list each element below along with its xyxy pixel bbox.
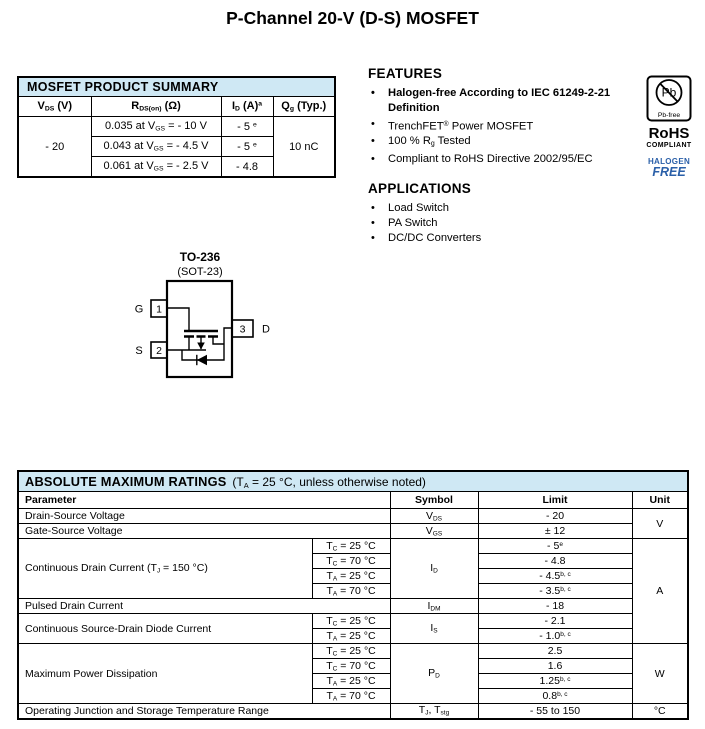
amr-symbol: $I_{DM}$	[390, 599, 478, 614]
gate-lead-line	[167, 308, 189, 331]
amr-header-parameter: Parameter	[18, 492, 390, 509]
amr-table-title	[18, 471, 688, 492]
summary-header-qg: $Q_g$ (Typ.)	[273, 97, 335, 117]
amr-limit: - 18	[478, 599, 632, 614]
summary-qg-value: 10 nC	[273, 117, 335, 178]
pb-free-icon	[646, 75, 692, 122]
amr-limit: 2.5	[478, 644, 632, 659]
mosfet-product-summary-table	[17, 76, 336, 178]
amr-condition: $T_C = 70$ °C	[312, 554, 390, 569]
amr-limit: 1.25$^{b, c}$	[478, 674, 632, 689]
summary-rdson-value: 0.035 at $V_{GS}$ = - 10 V	[91, 117, 221, 137]
amr-header-symbol: Symbol	[390, 492, 478, 509]
applications-heading: APPLICATIONS	[368, 180, 472, 196]
amr-limit: - 2.1	[478, 614, 632, 629]
summary-id-value: - 5 $^e$	[221, 137, 273, 157]
summary-header-vds: $V_{DS}$ (V)	[18, 97, 91, 117]
application-item: • PA Switch	[368, 216, 642, 231]
package-diagram-section	[118, 250, 303, 390]
amr-symbol: $V_{GS}$	[390, 524, 478, 539]
pin1-number: 1	[156, 303, 162, 316]
amr-condition: $T_C = 25$ °C	[312, 614, 390, 629]
package-name: TO-236	[179, 250, 221, 264]
amr-limit: - 4.5$^{b, c}$	[478, 569, 632, 584]
amr-title-text: ABSOLUTE MAXIMUM RATINGS	[25, 473, 227, 489]
amr-condition: $T_C = 25$ °C	[312, 644, 390, 659]
amr-symbol: $T_J$, $T_{stg}$	[390, 704, 478, 719]
feature-item: • TrenchFET® Power MOSFET	[368, 117, 642, 135]
amr-symbol: $P_D$	[390, 644, 478, 704]
amr-unit: A	[632, 539, 688, 644]
amr-limit: - 1.0$^{b, c}$	[478, 629, 632, 644]
amr-symbol: $I_S$	[390, 614, 478, 644]
absolute-maximum-ratings	[17, 470, 689, 720]
amr-limit: - 5e	[478, 539, 632, 554]
summary-header-rdson: $R_{DS(on)}$ (Ω)	[91, 97, 221, 117]
summary-table-title: MOSFET PRODUCT SUMMARY	[18, 77, 335, 97]
amr-limit: - 4.8	[478, 554, 632, 569]
amr-limit: - 20	[478, 509, 632, 524]
amr-limit: 1.6	[478, 659, 632, 674]
amr-condition: $T_A = 70$ °C	[312, 689, 390, 704]
feature-item: • 100 % $R_g$ Tested	[368, 134, 642, 152]
amr-limit: - 55 to 150	[478, 704, 632, 719]
summary-vds-value: - 20	[18, 117, 91, 178]
halogen-label: HALOGEN	[647, 157, 691, 166]
absolute-maximum-ratings-table	[17, 470, 689, 720]
source-pin-label: S	[135, 345, 143, 357]
summary-id-value: - 4.8	[221, 157, 273, 178]
amr-condition: $T_A = 25$ °C	[312, 674, 390, 689]
amr-param: Operating Junction and Storage Temperature Range	[18, 704, 390, 719]
gate-pin-label: G	[134, 303, 144, 316]
amr-symbol: $I_D$	[390, 539, 478, 599]
amr-condition: $T_C = 70$ °C	[312, 659, 390, 674]
package-variant: (SOT-23)	[177, 266, 223, 278]
amr-condition: $T_A = 25$ °C	[312, 569, 390, 584]
amr-condition: $T_A = 70$ °C	[312, 584, 390, 599]
features-section	[368, 66, 642, 247]
rohs-compliant-label: COMPLIANT	[646, 142, 692, 149]
summary-id-value: - 5 $^e$	[221, 117, 273, 137]
amr-limit: - 3.5$^{b, c}$	[478, 584, 632, 599]
body-arrow	[197, 343, 205, 350]
amr-unit: V	[632, 509, 688, 539]
amr-param: Drain-Source Voltage	[18, 509, 390, 524]
compliance-badges	[637, 75, 701, 179]
pin2-number: 2	[156, 345, 162, 357]
amr-title-note: ($T_A = 25$ °C, unless otherwise noted)	[232, 474, 426, 490]
amr-header-unit: Unit	[632, 492, 688, 509]
drain-pin-label: D	[262, 323, 270, 336]
diode-triangle	[197, 355, 207, 365]
amr-param: Pulsed Drain Current	[18, 599, 390, 614]
amr-limit: 0.8$^{b, c}$	[478, 689, 632, 704]
amr-condition: $T_A = 25$ °C	[312, 629, 390, 644]
application-item: • DC/DC Converters	[368, 231, 642, 246]
halogen-free-label: FREE	[652, 165, 686, 179]
pb-free-caption: Pb-free	[657, 112, 681, 119]
amr-unit: W	[632, 644, 688, 704]
amr-unit: °C	[632, 704, 688, 719]
mosfet-product-summary	[17, 76, 336, 178]
amr-param: Continuous Drain Current ($T_J = 150$ °C)	[18, 539, 312, 599]
summary-header-id: $I_D$ $(A)^a$	[221, 97, 273, 117]
amr-condition: $T_C = 25$ °C	[312, 539, 390, 554]
amr-symbol: $V_{DS}$	[390, 509, 478, 524]
features-heading: FEATURES	[368, 66, 443, 81]
feature-item: • Compliant to RoHS Directive 2002/95/EC	[368, 152, 642, 167]
summary-rdson-value: 0.061 at $V_{GS}$ = - 2.5 V	[91, 157, 221, 178]
package-body	[167, 281, 232, 377]
application-item: • Load Switch	[368, 201, 642, 216]
amr-param: Continuous Source-Drain Diode Current	[18, 614, 312, 644]
package-diagram	[118, 250, 303, 385]
amr-param: Maximum Power Dissipation	[18, 644, 312, 704]
page-title: P-Channel 20-V (D-S) MOSFET	[226, 8, 479, 28]
amr-param: Gate-Source Voltage	[18, 524, 390, 539]
summary-rdson-value: 0.043 at $V_{GS}$ = - 4.5 V	[91, 137, 221, 157]
pin3-number: 3	[239, 323, 246, 336]
feature-item: • Halogen-free According to IEC 61249-2-21 Definition	[368, 86, 642, 117]
rohs-label: RoHS	[648, 125, 690, 142]
pb-text: Pb	[661, 85, 677, 100]
amr-header-limit: Limit	[478, 492, 632, 509]
amr-limit: ± 12	[478, 524, 632, 539]
